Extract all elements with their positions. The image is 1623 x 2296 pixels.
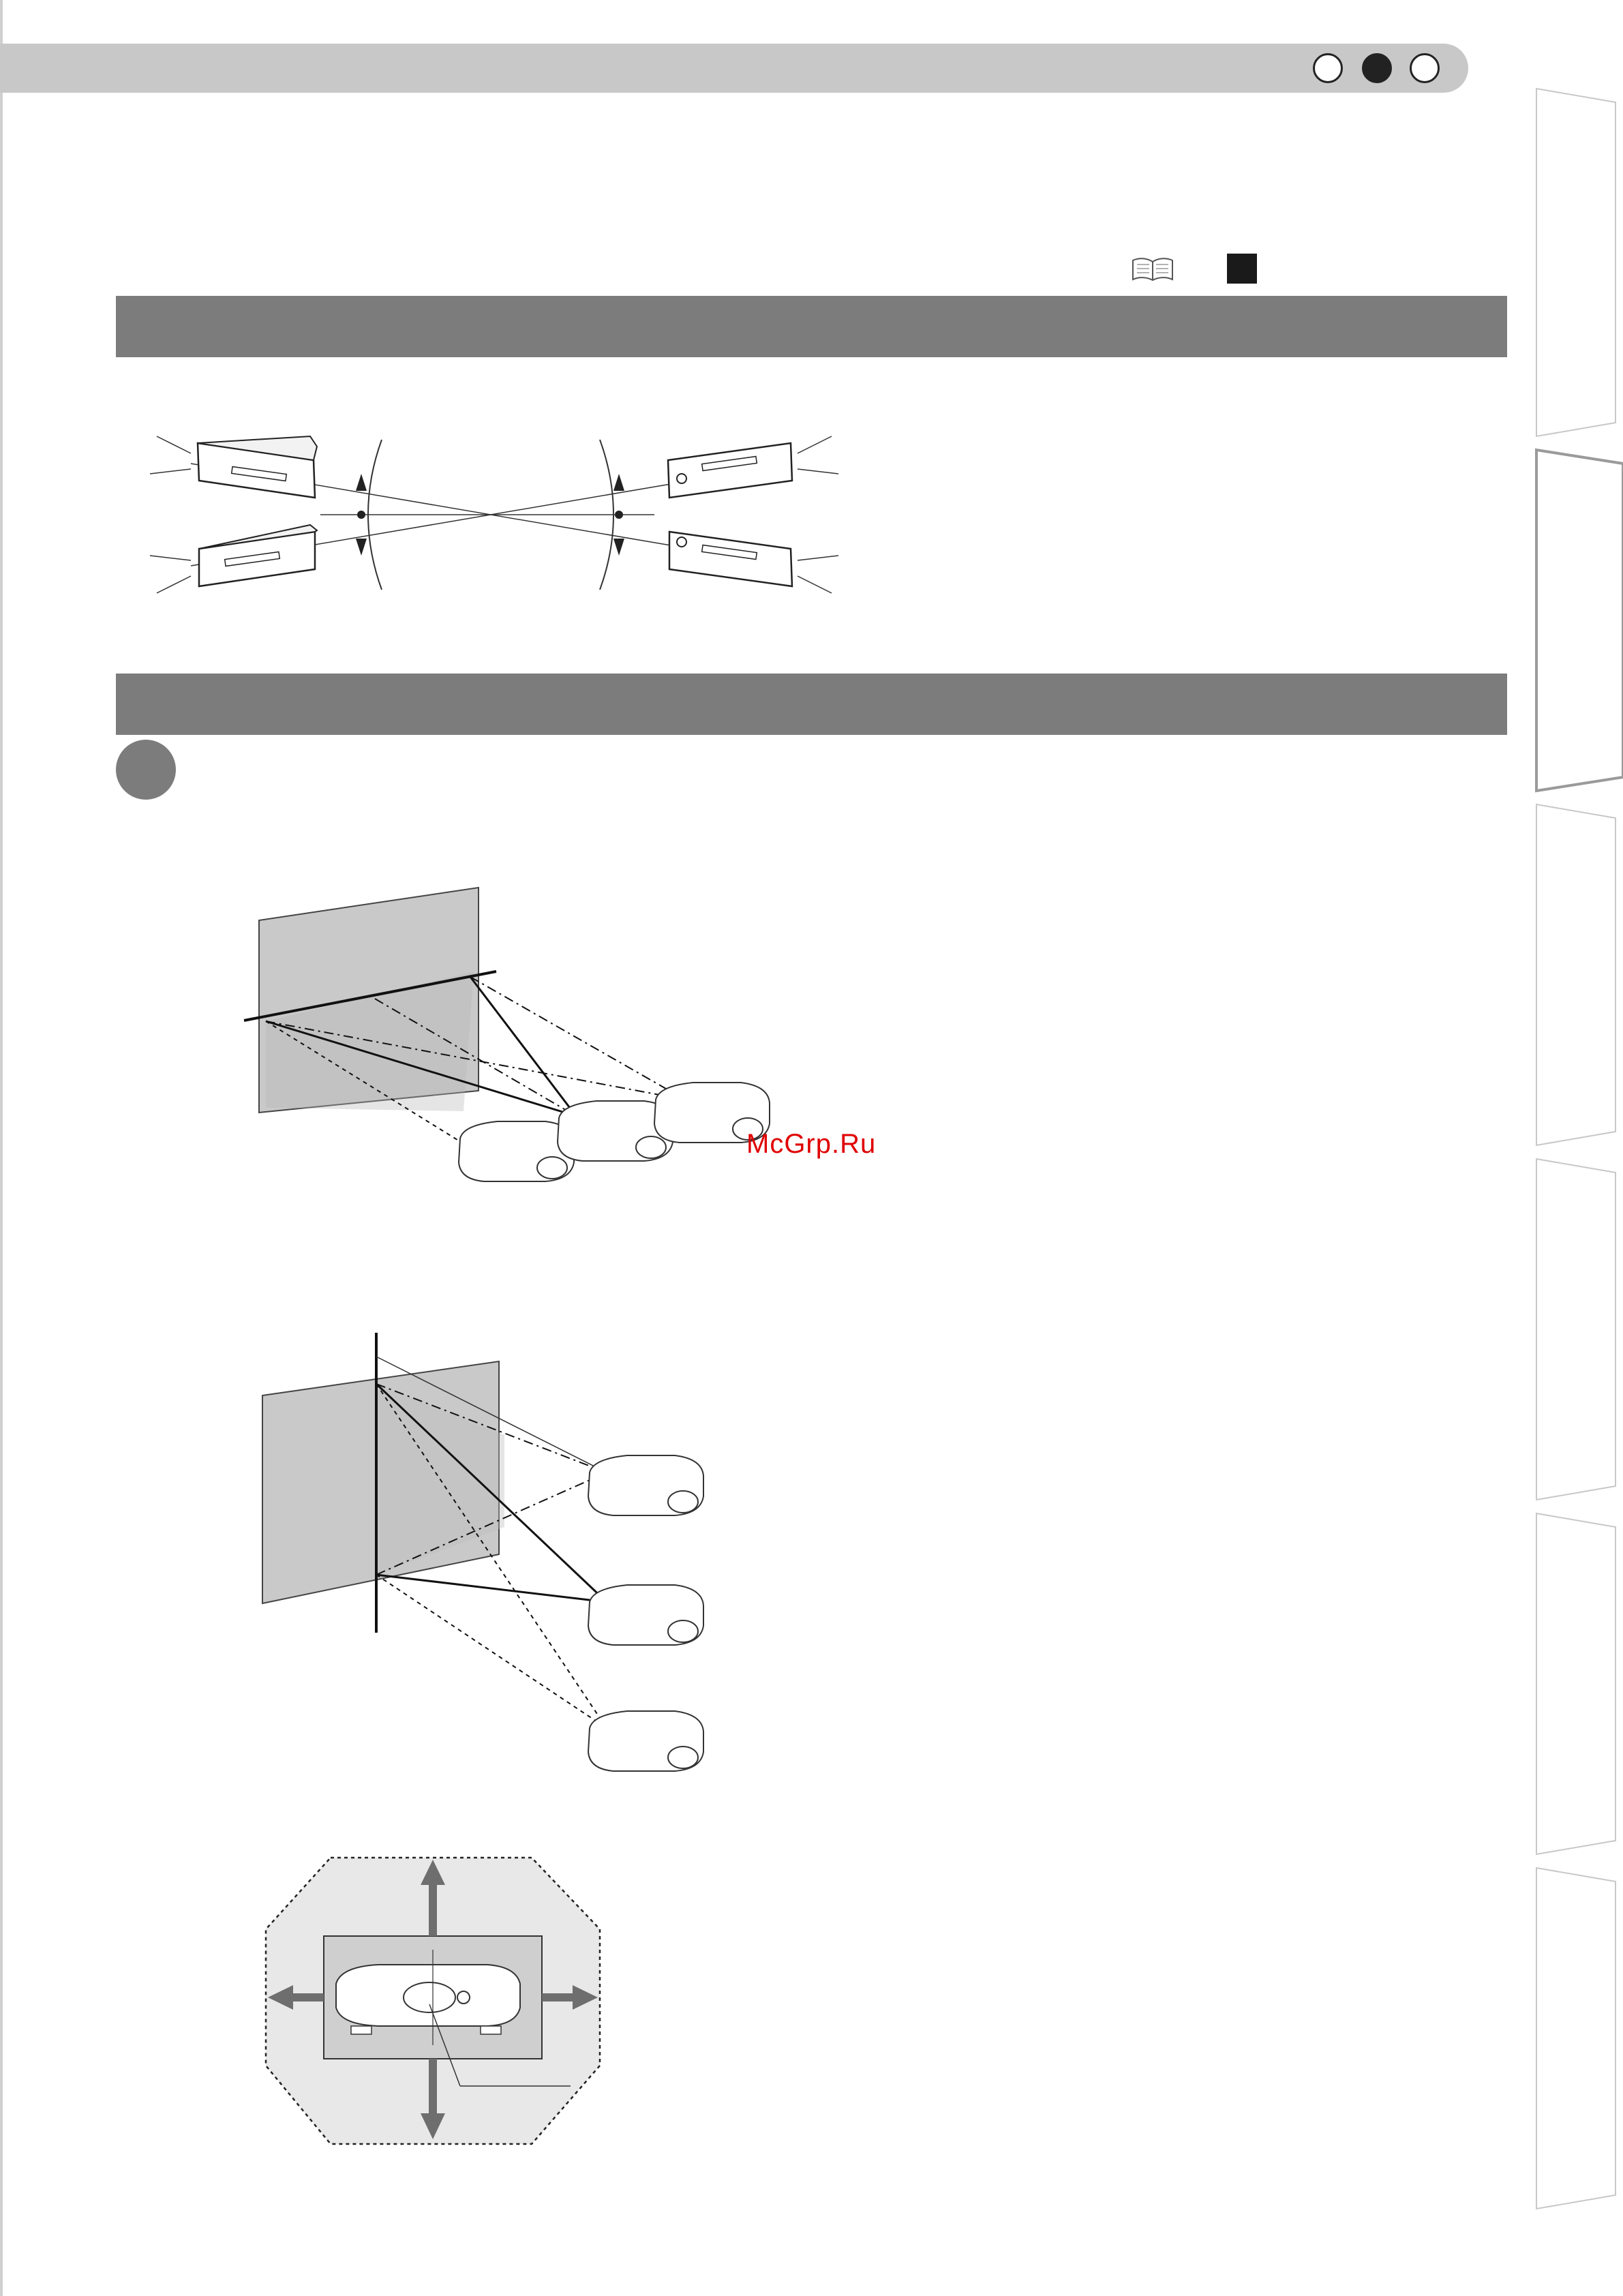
projector-top-position bbox=[588, 1455, 703, 1515]
book-icon bbox=[1132, 256, 1174, 281]
reference-marker bbox=[1227, 254, 1257, 284]
step-indicator-3 bbox=[1410, 53, 1440, 83]
watermark-text: McGrp.Ru bbox=[746, 1129, 877, 1159]
header-bar bbox=[0, 44, 1468, 93]
projector-tilt-down-left bbox=[199, 525, 317, 586]
page-edge-rule bbox=[0, 0, 3, 2296]
projector-middle-position bbox=[588, 1585, 703, 1645]
section-bar-lens-shift bbox=[116, 674, 1507, 735]
step-indicator-1 bbox=[1313, 53, 1343, 83]
projector-bottom-position bbox=[588, 1711, 703, 1771]
step-indicator-2 bbox=[1362, 53, 1392, 83]
projector-left-position bbox=[459, 1121, 574, 1181]
projector-tilt-up-right bbox=[668, 443, 792, 498]
section-bar-installation bbox=[116, 296, 1507, 357]
projector-tilt-down-right bbox=[669, 532, 792, 586]
lens-shift-range-diagram bbox=[262, 1854, 603, 2147]
step-number-circle bbox=[116, 740, 176, 800]
vertical-shift-diagram bbox=[252, 1329, 729, 1807]
tilt-angle-diagram bbox=[136, 423, 852, 607]
projector-tilt-up-left bbox=[198, 436, 317, 498]
horizontal-shift-diagram bbox=[239, 883, 784, 1203]
side-index-tabs bbox=[1527, 82, 1623, 2229]
